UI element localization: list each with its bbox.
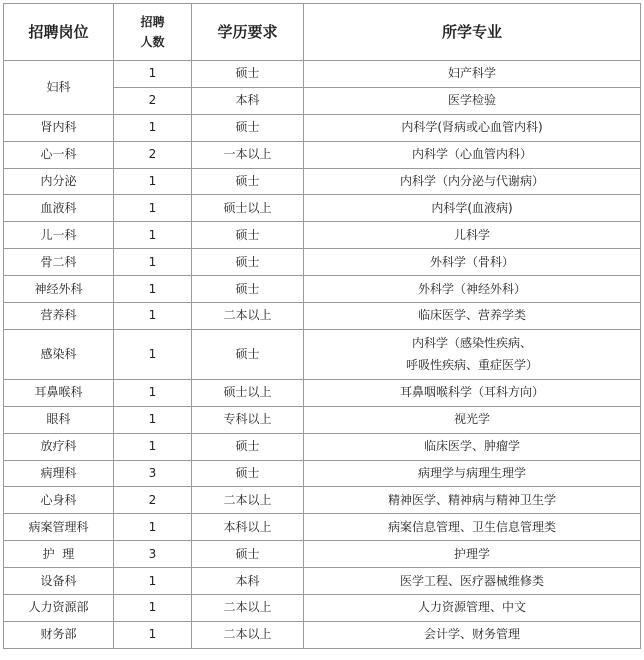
cell-major: 医学检验 (304, 87, 641, 114)
cell-major: 耳鼻咽喉科学（耳科方向） (304, 379, 641, 406)
cell-position: 心身科 (4, 487, 114, 514)
cell-education: 硕士 (192, 541, 304, 568)
header-major: 所学专业 (304, 4, 641, 61)
cell-count: 1 (114, 276, 192, 303)
cell-count: 1 (114, 621, 192, 648)
table-row (4, 433, 641, 460)
cell-major: 精神医学、精神病与精神卫生学 (304, 487, 641, 514)
cell-education: 二本以上 (192, 595, 304, 622)
cell-position: 心一科 (4, 141, 114, 168)
cell-position: 财务部 (4, 621, 114, 648)
table-row (4, 379, 641, 406)
table-row (4, 487, 641, 514)
header-education: 学历要求 (192, 4, 304, 61)
cell-count: 1 (114, 379, 192, 406)
cell-position: 神经外科 (4, 276, 114, 303)
table-row (4, 249, 641, 276)
cell-position: 内分泌 (4, 168, 114, 195)
cell-count: 2 (114, 141, 192, 168)
cell-count: 1 (114, 329, 192, 379)
cell-major: 内科学(肾病或心血管内科) (304, 114, 641, 141)
cell-education: 硕士 (192, 276, 304, 303)
cell-count: 1 (114, 514, 192, 541)
table-row (4, 595, 641, 622)
cell-major: 临床医学、营养学类 (304, 303, 641, 330)
cell-major: 妇产科学 (304, 61, 641, 88)
cell-major: 医学工程、医疗器械维修类 (304, 568, 641, 595)
table-row (4, 460, 641, 487)
table-row (4, 61, 641, 88)
cell-position: 血液科 (4, 195, 114, 222)
cell-position: 设备科 (4, 568, 114, 595)
cell-position: 人力资源部 (4, 595, 114, 622)
cell-education: 硕士 (192, 249, 304, 276)
cell-education: 硕士 (192, 61, 304, 88)
cell-education: 硕士 (192, 114, 304, 141)
table-row (4, 329, 641, 379)
cell-education: 本科 (192, 568, 304, 595)
cell-position: 感染科 (4, 329, 114, 379)
cell-education: 硕士以上 (192, 379, 304, 406)
cell-education: 二本以上 (192, 303, 304, 330)
table-header-row (4, 4, 641, 61)
cell-count: 1 (114, 406, 192, 433)
cell-education: 二本以上 (192, 487, 304, 514)
recruitment-table (3, 3, 641, 649)
table-row (4, 114, 641, 141)
cell-position: 护 理 (4, 541, 114, 568)
cell-education: 本科 (192, 87, 304, 114)
cell-education: 硕士以上 (192, 195, 304, 222)
header-position: 招聘岗位 (4, 4, 114, 61)
cell-education: 一本以上 (192, 141, 304, 168)
cell-position: 骨二科 (4, 249, 114, 276)
table-row (4, 195, 641, 222)
cell-count: 1 (114, 568, 192, 595)
cell-major: 会计学、财务管理 (304, 621, 641, 648)
cell-major: 内科学（内分泌与代谢病） (304, 168, 641, 195)
cell-education: 硕士 (192, 433, 304, 460)
cell-education: 本科以上 (192, 514, 304, 541)
table-row (4, 276, 641, 303)
table-row (4, 168, 641, 195)
cell-count: 1 (114, 303, 192, 330)
cell-count: 3 (114, 541, 192, 568)
cell-major: 内科学（感染性疾病、 呼吸性疾病、重症医学） (304, 329, 641, 379)
cell-major: 外科学（骨科） (304, 249, 641, 276)
table-row (4, 621, 641, 648)
cell-count: 1 (114, 249, 192, 276)
cell-major: 病案信息管理、卫生信息管理类 (304, 514, 641, 541)
table-row (4, 222, 641, 249)
header-count: 招聘 人数 (114, 4, 192, 61)
cell-count: 1 (114, 222, 192, 249)
cell-major: 人力资源管理、中文 (304, 595, 641, 622)
table-row (4, 406, 641, 433)
cell-education: 二本以上 (192, 621, 304, 648)
cell-position: 耳鼻喉科 (4, 379, 114, 406)
cell-education: 硕士 (192, 329, 304, 379)
cell-major: 病理学与病理生理学 (304, 460, 641, 487)
cell-education: 专科以上 (192, 406, 304, 433)
cell-count: 1 (114, 61, 192, 88)
cell-major: 护理学 (304, 541, 641, 568)
table-row (4, 303, 641, 330)
cell-count: 3 (114, 460, 192, 487)
cell-position: 营养科 (4, 303, 114, 330)
cell-count: 1 (114, 195, 192, 222)
cell-major: 外科学（神经外科） (304, 276, 641, 303)
cell-education: 硕士 (192, 222, 304, 249)
cell-position: 病案管理科 (4, 514, 114, 541)
cell-position: 放疗科 (4, 433, 114, 460)
cell-position: 病理科 (4, 460, 114, 487)
table-row (4, 568, 641, 595)
cell-count: 2 (114, 487, 192, 514)
table-row (4, 141, 641, 168)
cell-major: 视光学 (304, 406, 641, 433)
cell-count: 1 (114, 114, 192, 141)
cell-position: 眼科 (4, 406, 114, 433)
cell-position: 儿一科 (4, 222, 114, 249)
cell-education: 硕士 (192, 168, 304, 195)
cell-major: 内科学（心血管内科） (304, 141, 641, 168)
cell-major: 内科学(血液病) (304, 195, 641, 222)
table-row (4, 541, 641, 568)
cell-position: 妇科 (4, 61, 114, 115)
cell-count: 1 (114, 168, 192, 195)
cell-count: 2 (114, 87, 192, 114)
cell-education: 硕士 (192, 460, 304, 487)
cell-position: 肾内科 (4, 114, 114, 141)
cell-major: 儿科学 (304, 222, 641, 249)
table-row (4, 514, 641, 541)
cell-count: 1 (114, 433, 192, 460)
cell-count: 1 (114, 595, 192, 622)
cell-major: 临床医学、肿瘤学 (304, 433, 641, 460)
